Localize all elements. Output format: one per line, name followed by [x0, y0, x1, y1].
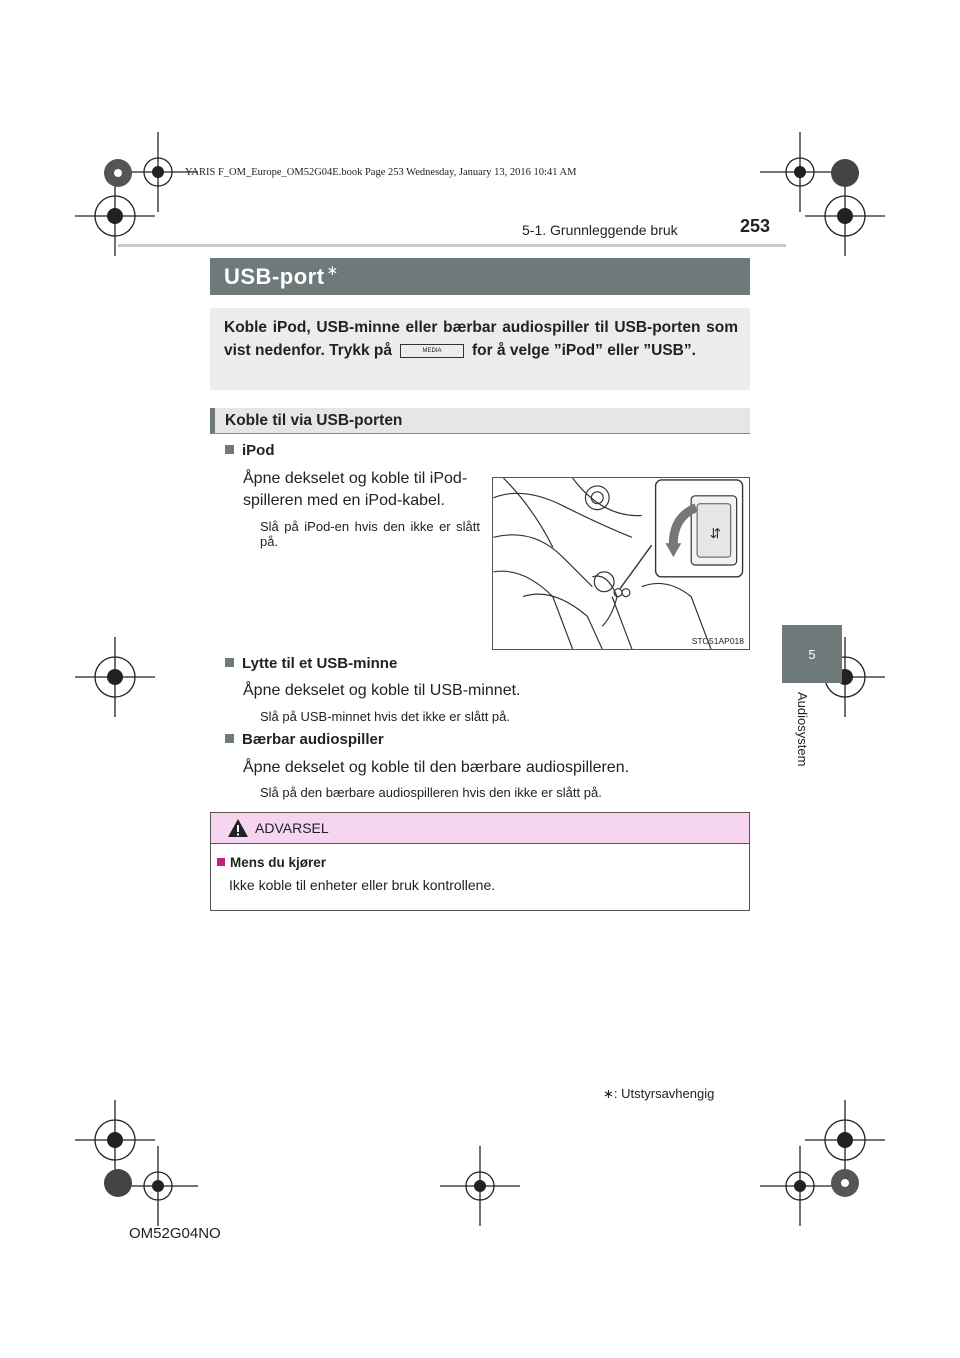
- item-heading-portable-player: [225, 731, 384, 748]
- warning-text: Ikke koble til enheter eller bruk kontrollene.: [229, 877, 496, 893]
- item-note-portable-player: Slå på den bærbare audiospilleren hvis den ikke er slått på.: [260, 785, 602, 800]
- document-code: OM52G04NO: [129, 1225, 221, 1242]
- warning-box: [210, 812, 750, 911]
- item-note-ipod: Slå på iPod-en hvis den ikke er slått på.: [260, 519, 480, 549]
- warning-header: [211, 813, 749, 844]
- subsection-title: Koble til via USB-porten: [225, 411, 403, 429]
- intro-box: [210, 308, 750, 390]
- page-title: [210, 258, 750, 295]
- subsection-heading: [210, 408, 750, 434]
- chapter-tab: [782, 625, 842, 683]
- footnote-asterisk: ∗: [603, 1086, 614, 1101]
- item-heading-text: Bærbar audiospiller: [242, 731, 384, 748]
- starburst-mark: [830, 158, 860, 188]
- header-rule: [118, 244, 786, 247]
- footnote-text: : Utstyrsavhengig: [613, 1086, 715, 1101]
- svg-text:⇆: ⇆: [706, 527, 723, 540]
- item-note-usb-memory: Slå på USB-minnet hvis det ikke er slått på.: [260, 709, 511, 724]
- square-bullet-icon: [225, 445, 234, 454]
- square-bullet-icon: [225, 658, 234, 667]
- starburst-mark: [830, 1168, 860, 1198]
- item-body-usb-memory: Åpne dekselet og koble til USB-minnet.: [243, 682, 521, 699]
- item-heading-text: iPod: [242, 442, 275, 459]
- starburst-mark: [103, 158, 133, 188]
- item-heading-ipod: [225, 442, 275, 459]
- figure-code: STO51AP018: [691, 636, 744, 646]
- asterisk-marker: ∗: [326, 262, 339, 278]
- usb-port-illustration: [492, 477, 750, 650]
- starburst-mark: [103, 1168, 133, 1198]
- warning-subheading-text: Mens du kjører: [230, 855, 327, 870]
- square-bullet-icon: [225, 734, 234, 743]
- book-info-line: YARIS F_OM_Europe_OM52G04E.book Page 253 Wednesday, January 13, 2016 10:41 AM: [185, 167, 577, 178]
- chapter-number: 5: [808, 646, 816, 662]
- section-heading: 5-1. Grunnleggende bruk: [522, 222, 678, 238]
- registration-mark: [760, 1146, 840, 1226]
- warning-subheading: [217, 855, 326, 870]
- warning-triangle-icon: [227, 818, 249, 838]
- item-body-ipod: Åpne dekselet og koble til iPod-spilleren med en iPod-kabel.: [243, 470, 468, 509]
- intro-text-after: for å velge ”iPod” eller ”USB”.: [471, 342, 696, 359]
- media-button-icon: MEDIA: [400, 344, 464, 358]
- item-heading-text: Lytte til et USB-minne: [242, 655, 398, 672]
- page-number: 253: [740, 216, 771, 236]
- warning-title: ADVARSEL: [255, 820, 329, 836]
- page-title-text: USB-port: [224, 263, 325, 289]
- registration-mark: [440, 1146, 520, 1226]
- intro-text-before: Koble iPod, USB-minne eller bærbar audiospiller til USB-porten som vist nedenfor. Trykk på: [224, 319, 738, 359]
- item-body-portable-player: Åpne dekselet og koble til den bærbare audiospilleren.: [243, 759, 630, 776]
- chapter-label: Audiosystem: [795, 692, 810, 767]
- footnote: [603, 1086, 714, 1102]
- item-heading-usb-memory: [225, 655, 397, 672]
- square-bullet-icon: [217, 858, 225, 866]
- registration-mark: [805, 176, 885, 256]
- registration-mark: [75, 637, 155, 717]
